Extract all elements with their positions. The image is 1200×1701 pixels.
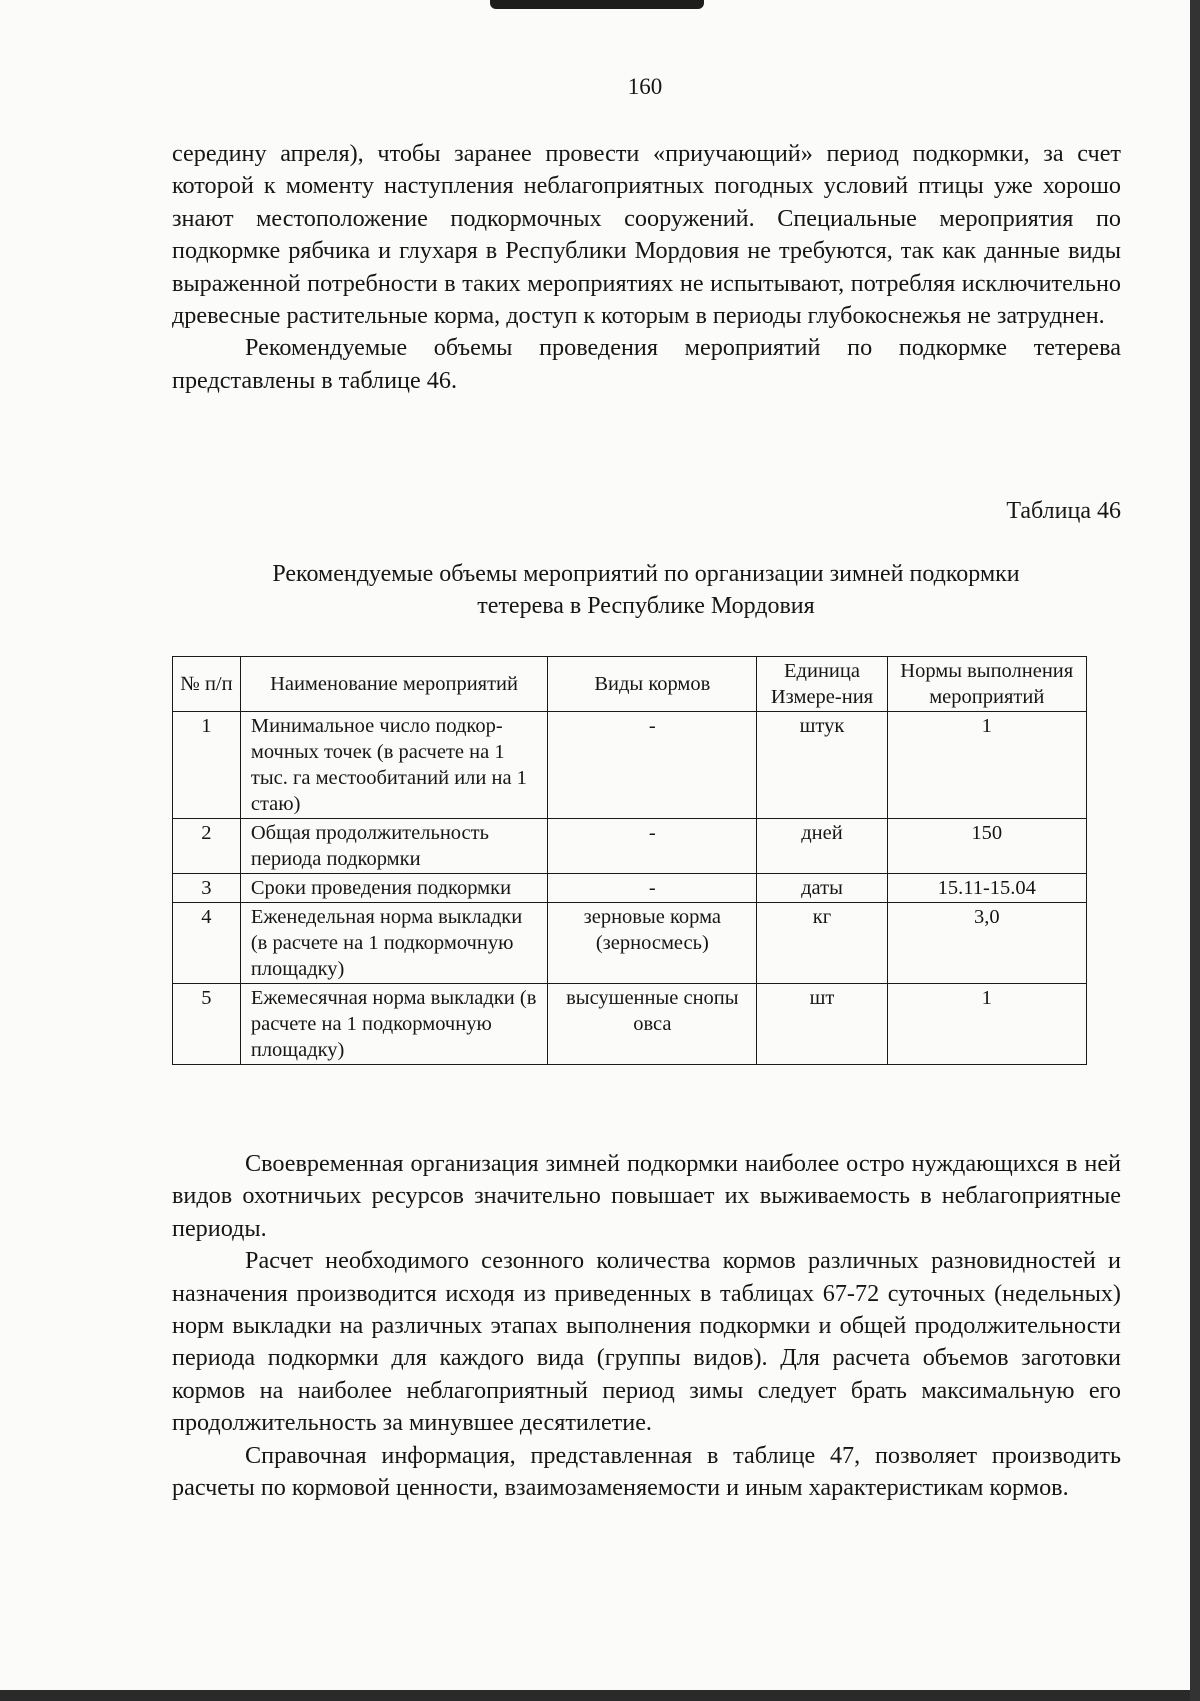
- table-row: [173, 819, 1087, 874]
- cell-name: Минимальное число подкор-мочных точек (в расчете на 1 тыс. га местообитаний или на 1 стаю): [240, 712, 547, 819]
- scan-artifact: [490, 0, 704, 9]
- cell-feed: -: [548, 712, 757, 819]
- measures-table: [172, 656, 1087, 1065]
- scan-border: [1190, 0, 1200, 1701]
- header-cell-name: Наименование мероприятий: [240, 657, 547, 712]
- table-title: [186, 558, 1106, 622]
- paragraph: Справочная информация, представленная в таблице 47, позволяет производить расчеты по кормовой ценности, взаимозаменяемости и иным характеристикам кормов.: [172, 1441, 1121, 1502]
- cell-norm: 1: [887, 984, 1087, 1065]
- table-row: [173, 903, 1087, 984]
- page-number: 160: [627, 74, 663, 99]
- cell-feed: -: [548, 874, 757, 903]
- table-header-row: [173, 657, 1087, 712]
- cell-norm: 15.11-15.04: [887, 874, 1087, 903]
- cell-number: 4: [173, 903, 241, 984]
- cell-number: 1: [173, 712, 241, 819]
- table-title-line: Рекомендуемые объемы мероприятий по организации зимней подкормки: [272, 561, 1020, 587]
- cell-name: Общая продолжительность периода подкормки: [240, 819, 547, 874]
- cell-name: Еженедельная норма выкладки (в расчете на 1 подкормочную площадку): [240, 903, 547, 984]
- table-row: [173, 984, 1087, 1065]
- cell-norm: 1: [887, 712, 1087, 819]
- paragraph: Расчет необходимого сезонного количества кормов различных разновидностей и назначения производится исходя из приведенных в таблицах 67-72 суточных (недельных) норм выкладки на различных этапах выполнения подкормки и общей продолжительности периода подкормки для каждого вида (группы видов). Для расчета объемов заготовки кормов на наиболее неблагоприятный период зимы следует брать максимальную его продолжительность за минувшее десятилетие.: [172, 1247, 1121, 1437]
- table-label: Таблица 46: [1006, 498, 1121, 524]
- cell-number: 2: [173, 819, 241, 874]
- paragraph: Своевременная организация зимней подкормки наиболее остро нуждающихся в ней видов охотничьих ресурсов значительно повышает их выживаемость в неблагоприятные периоды.: [172, 1150, 1121, 1242]
- header-cell-number: № п/п: [173, 657, 241, 712]
- bottom-text: [172, 1148, 1121, 1504]
- top-text: [172, 138, 1121, 397]
- table-title-line: тетерева в Республике Мордовия: [477, 593, 815, 619]
- table-row: [173, 712, 1087, 819]
- paragraph: Рекомендуемые объемы проведения мероприятий по подкормке тетерева представлены в таблице 46.: [172, 334, 1121, 394]
- cell-name: Ежемесячная норма выкладки (в расчете на 1 подкормочную площадку): [240, 984, 547, 1065]
- cell-name: Сроки проведения подкормки: [240, 874, 547, 903]
- cell-unit: даты: [757, 874, 887, 903]
- paragraph: середину апреля), чтобы заранее провести «приучающий» период подкормки, за счет которой к моменту наступления неблагоприятных погодных условий птицы уже хорошо знают местоположение подкормочных сооружений. Специальные мероприятия по подкормке рябчика и глухаря в Республики Мордовия не требуются, так как данные виды выраженной потребности в таких мероприятиях не испытывают, потребляя исключительно древесные растительные корма, доступ к которым в периоды глубокоснежья не затруднен.: [172, 140, 1121, 330]
- cell-norm: 3,0: [887, 903, 1087, 984]
- cell-unit: шт: [757, 984, 887, 1065]
- table-row: [173, 874, 1087, 903]
- cell-unit: штук: [757, 712, 887, 819]
- cell-unit: кг: [757, 903, 887, 984]
- header-cell-norm: Нормы выполнения мероприятий: [887, 657, 1087, 712]
- cell-feed: высушенные снопы овса: [548, 984, 757, 1065]
- cell-unit: дней: [757, 819, 887, 874]
- cell-number: 3: [173, 874, 241, 903]
- header-cell-unit: Единица Измере-ния: [757, 657, 887, 712]
- cell-feed: зерновые корма (зерносмесь): [548, 903, 757, 984]
- cell-number: 5: [173, 984, 241, 1065]
- header-cell-feed: Виды кормов: [548, 657, 757, 712]
- cell-feed: -: [548, 819, 757, 874]
- cell-norm: 150: [887, 819, 1087, 874]
